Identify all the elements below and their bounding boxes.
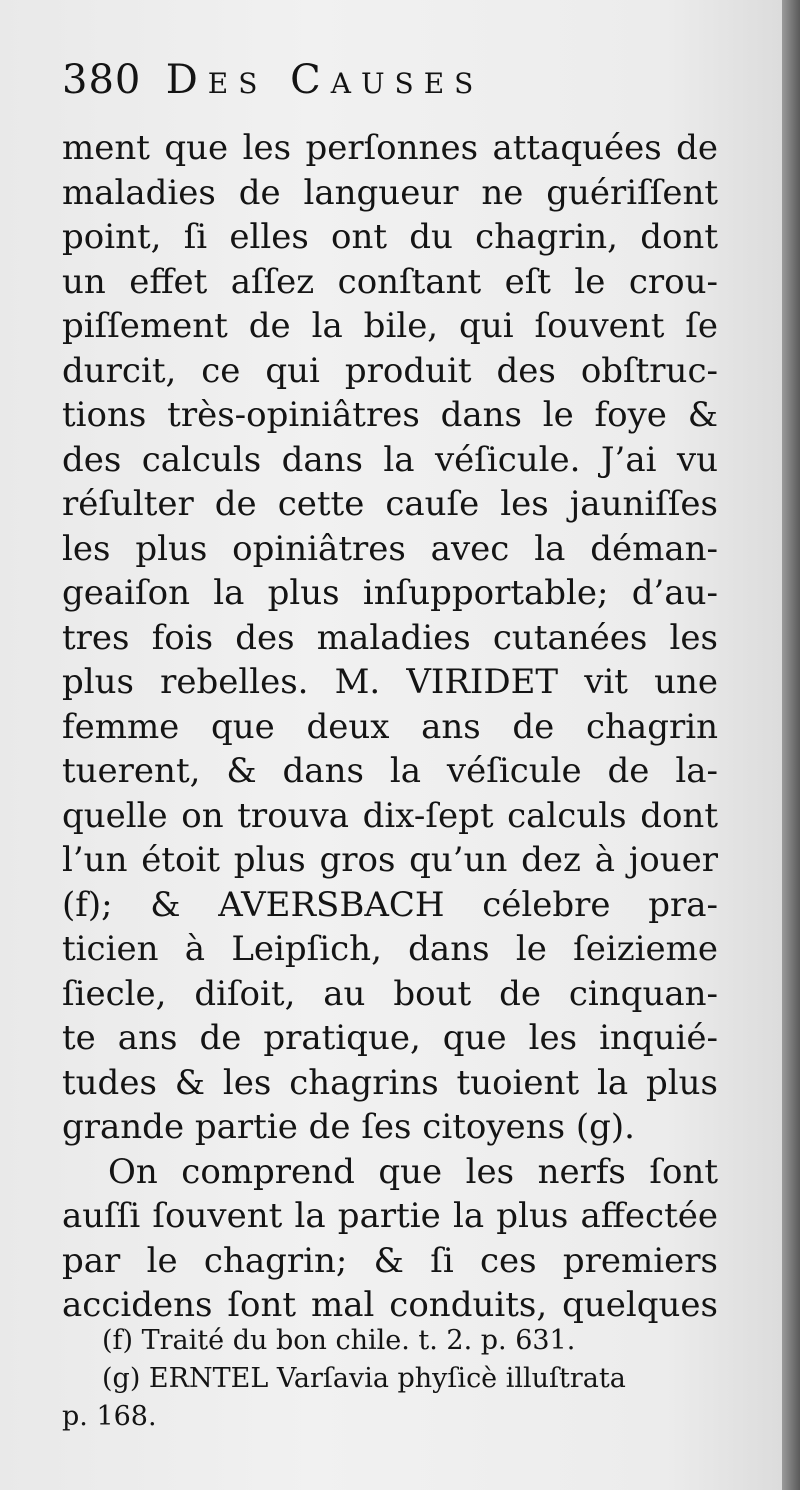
body-text	[62, 126, 718, 1328]
text-line: des calculs dans la véſicule. J’ai vu	[62, 439, 718, 480]
text-line: réſulter de cette cauſe les jauniſſes	[62, 484, 718, 524]
text-line: accidens ſont mal conduits, quelques	[62, 1285, 718, 1325]
text-line: femme que deux ans de chagrin	[62, 706, 718, 747]
text-line: par le chagrin; & ſi ces premiers	[62, 1240, 718, 1281]
text-line: ment que les perſonnes attaquées de	[62, 128, 718, 168]
footnote-g-continued: p. 168.	[62, 1401, 157, 1432]
page-number: 380	[62, 57, 142, 103]
text-line: (f); & AVERSBACH célebre pra-	[62, 884, 718, 925]
text-line: piſſement de la bile, qui ſouvent ſe	[62, 306, 718, 346]
paragraph-start-line: On comprend que les nerfs ſont	[108, 1151, 718, 1192]
text-line: un effet aſſez conſtant eſt le crou-	[62, 261, 718, 302]
text-line: les plus opiniâtres avec la déman-	[62, 528, 718, 569]
text-line: tudes & les chagrins tuoient la plus	[62, 1062, 718, 1103]
text-line: te ans de pratique, que les inquié-	[62, 1018, 718, 1058]
text-line: tions très-opiniâtres dans le foye &	[62, 395, 718, 435]
text-line: durcit, ce qui produit des obſtruc-	[62, 350, 718, 391]
page-edge-shadow	[782, 0, 800, 1490]
running-header	[62, 50, 712, 110]
text-line: quelle on trouva dix-ſept calculs dont	[62, 795, 718, 836]
text-line: tuerent, & dans la véſicule de la-	[62, 751, 718, 791]
footnote-f: (f) Traité du bon chile. t. 2. p. 631.	[102, 1325, 576, 1356]
text-line: ticien à Leipſich, dans le ſeizieme	[62, 929, 718, 969]
running-title: Des Causes	[165, 57, 484, 103]
footnotes	[62, 1322, 718, 1436]
text-line: maladies de langueur ne guériſſent	[62, 172, 718, 213]
paragraph-end-line: grande partie de ſes citoyens (g).	[62, 1107, 635, 1147]
text-line: tres fois des maladies cutanées les	[62, 617, 718, 658]
text-line: auſſi ſouvent la partie la plus affectée	[62, 1196, 718, 1236]
text-line: l’un étoit plus gros qu’un dez à jouer	[62, 840, 718, 880]
text-line: geaiſon la plus inſupportable; d’au-	[62, 573, 718, 613]
footnote-g: (g) ERNTEL Varſavia phyſicè illuſtrata	[102, 1363, 626, 1394]
text-line: plus rebelles. M. VIRIDET vit une	[62, 662, 718, 702]
text-line: ſiecle, diſoit, au bout de cinquan-	[62, 973, 718, 1014]
text-line: point, ſi elles ont du chagrin, dont	[62, 217, 718, 257]
